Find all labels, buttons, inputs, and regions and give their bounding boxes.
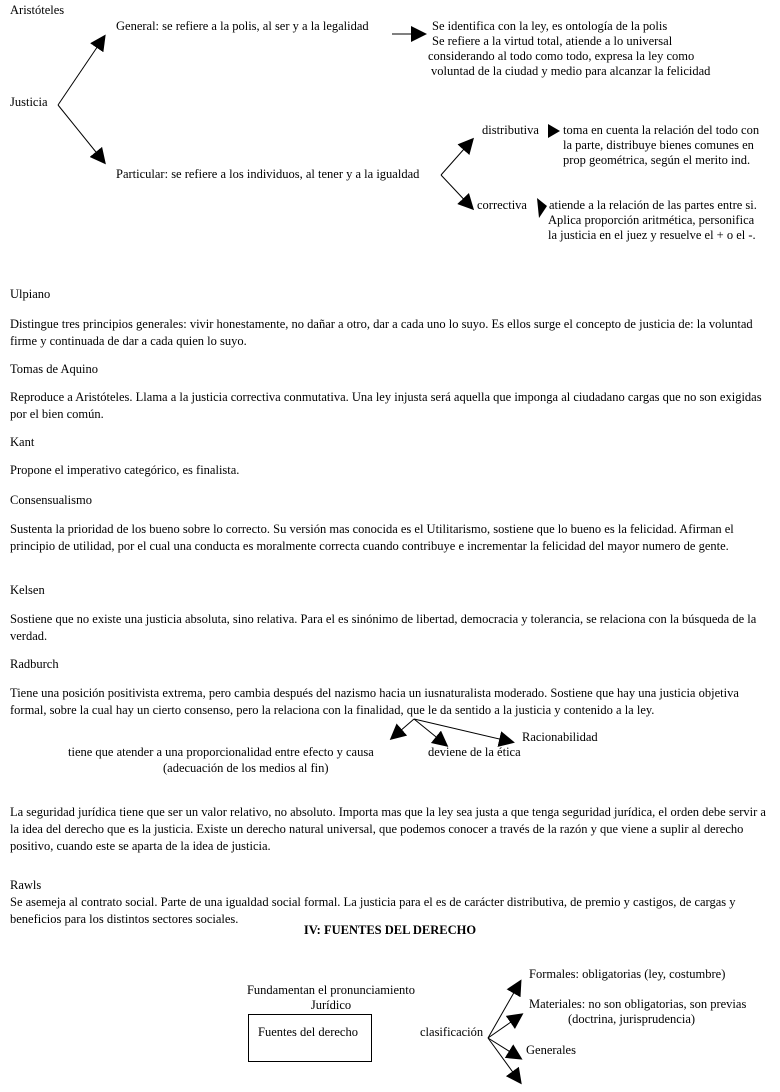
distributiva-node: distributiva [482,123,539,137]
fuentes-materiales-line-2: (doctrina, jurisprudencia) [568,1012,696,1026]
kant-paragraph: Propone el imperativo categórico, es finalista. [10,463,240,477]
seguridad-juridica-paragraph: La seguridad jurídica tiene que ser un valor relativo, no absoluto. Importa mas que la ley sea justa a que tenga seguridad jurídica, el orden debe servir a la idea del derecho que es la justicia. Existe un derecho natural universal, que podemos conocer a través de la razón y que viene a suplir al derecho positivo, cuando este se aparta de la idea de justicia. [10,805,766,853]
author-heading-tomas-de-aquino: Tomas de Aquino [10,362,99,376]
fuentes-materiales-line-1: Materiales: no son obligatorias, son previas [529,997,747,1011]
general-desc-line-4: voluntad de la ciudad y medio para alcanzar la felicidad [431,64,711,78]
radburch-proporcionalidad-line-2: (adecuación de los medios al fin) [163,761,329,775]
fuentes-caption-line-1: Fundamentan el pronunciamiento [246,983,415,997]
section-heading-fuentes: IV: FUENTES DEL DERECHO [303,923,477,937]
author-heading-consensualismo: Consensualismo [10,493,92,507]
distributiva-desc-line-3: prop geométrica, según el merito ind. [563,153,751,167]
justicia-root-node: Justicia [10,95,48,109]
author-heading-kant: Kant [10,435,35,449]
clasificacion-node: clasificación [420,1025,484,1039]
correctiva-desc-line-1: atiende a la relación de las partes entre si. [549,198,757,212]
ulpiano-paragraph: Distingue tres principios generales: vivir honestamente, no dañar a otro, dar a cada uno lo suyo. Es ellos surge el concepto de justicia de: la voluntad firme y continuada de dar a cada quien lo suyo. [10,317,753,348]
justicia-general-node: General: se refiere a la polis, al ser y a la legalidad [116,19,369,33]
correctiva-desc-line-3: la justicia en el juez y resuelve el + o el -. [548,228,756,242]
correctiva-desc-line-2: Aplica proporción aritmética, personifica [548,213,755,227]
author-heading-kelsen: Kelsen [10,583,45,597]
distributiva-desc-line-2: la parte, distribuye bienes comunes en [563,138,754,152]
tomas-paragraph: Reproduce a Aristóteles. Llama a la justicia correctiva conmutativa. Una ley injusta será aquella que imponga al ciudadano cargas que no son exigidas por el bien común. [10,390,762,421]
consensualismo-paragraph: Sustenta la prioridad de los bueno sobre lo correcto. Su versión mas conocida es el Utilitarismo, sostiene que lo bueno es la felicidad. Afirman el principio de utilidad, por el cual una conducta es moralmente correcta cuando contribuye e incrementar la felicidad del mayor numero de gente. [10,522,734,553]
general-desc-line-1: Se identifica con la ley, es ontología de la polis [432,19,668,33]
fuentes-formales-node: Formales: obligatorias (ley, costumbre) [529,967,726,981]
fuentes-box [248,1014,372,1062]
fuentes-box-label: Fuentes del derecho [258,1025,358,1039]
radburch-etica-node: deviene de la ética [428,745,521,759]
general-desc-line-2: Se refiere a la virtud total, atiende a lo universal [432,34,673,48]
kelsen-paragraph: Sostiene que no existe una justicia absoluta, sino relativa. Para el es sinónimo de libertad, democracia y tolerancia, se relaciona con la búsqueda de la verdad. [10,612,757,643]
author-heading-radburch: Radburch [10,657,59,671]
justicia-particular-node: Particular: se refiere a los individuos, al tener y a la igualdad [116,167,420,181]
correctiva-node: correctiva [477,198,527,212]
author-heading-aristoteles: Aristóteles [10,3,65,17]
distributiva-desc-line-1: toma en cuenta la relación del todo con [563,123,760,137]
rawls-paragraph: Se asemeja al contrato social. Parte de una igualdad social formal. La justicia para el es de carácter distributiva, de premio y castigos, de cargas y beneficios para los distintos sectores sociales. [10,895,736,926]
radburch-racionabilidad-node: Racionabilidad [522,730,598,744]
author-heading-rawls: Rawls [10,878,42,892]
author-heading-ulpiano: Ulpiano [10,287,51,301]
fuentes-caption-line-2: Jurídico [310,998,352,1012]
radburch-paragraph: Tiene una posición positivista extrema, pero cambia después del nazismo hacia un iusnaturalista moderado. Sostiene que hay una justicia objetiva formal, sobre la cual hay un cierto consenso, pero la relaciona con la finalidad, que le da sentido a la justicia y contenido a la ley. [10,686,739,717]
fuentes-generales-node: Generales [526,1043,576,1057]
radburch-proporcionalidad-line-1: tiene que atender a una proporcionalidad entre efecto y causa [68,745,374,759]
general-desc-line-3: considerando al todo como todo, expresa la ley como [428,49,695,63]
